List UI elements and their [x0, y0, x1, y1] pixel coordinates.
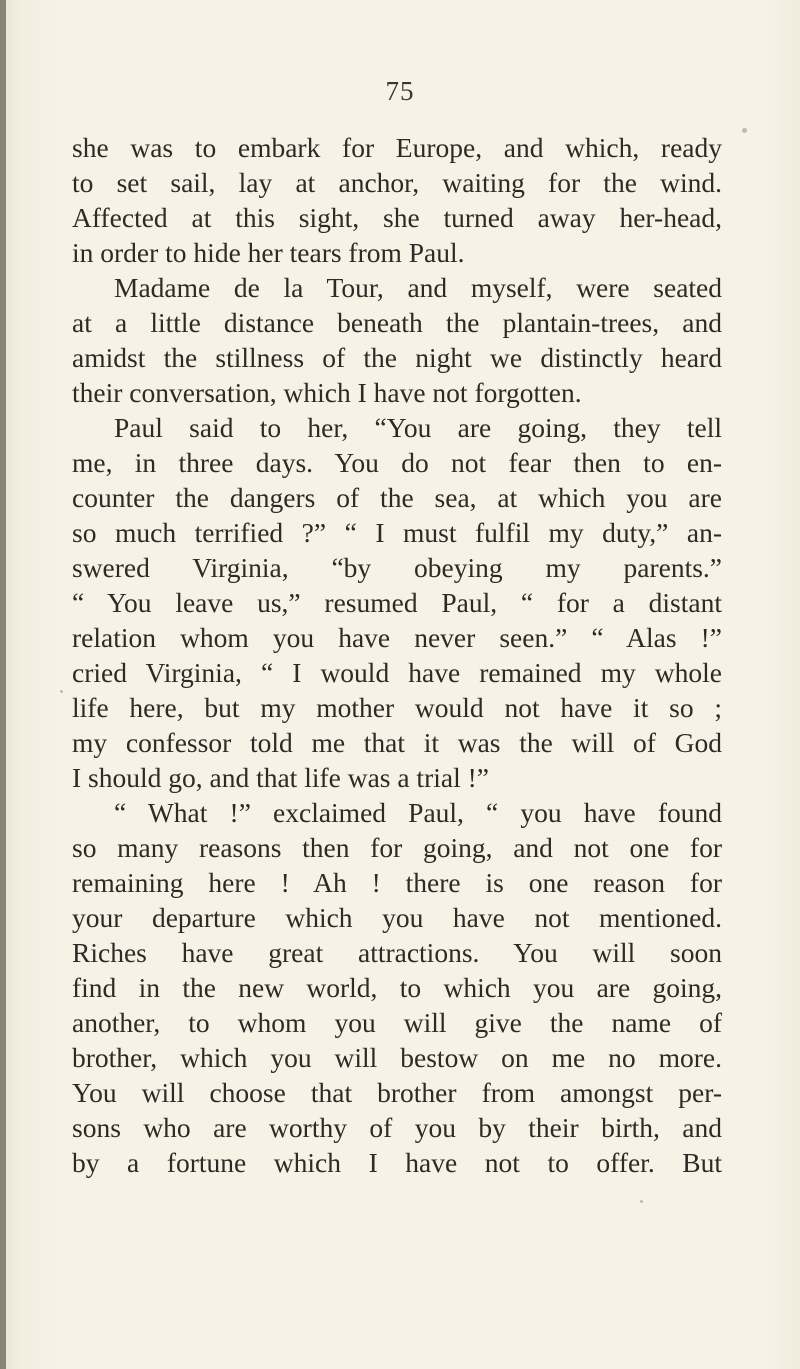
text-line: she was to embark for Europe, and which, ready	[72, 132, 722, 163]
text-line: remaining here ! Ah ! there is one reason for	[72, 867, 722, 898]
paper-speck	[742, 128, 747, 133]
text-line: “ You leave us,” resumed Paul, “ for a distant	[72, 587, 722, 618]
text-line: by a fortune which I have not to offer. But	[72, 1147, 722, 1178]
page-number: 75	[385, 76, 415, 106]
text-line: “ What !” exclaimed Paul, “ you have found	[114, 797, 722, 828]
text-line: sons who are worthy of you by their birth, and	[72, 1112, 722, 1143]
text-line: amidst the stillness of the night we distinctly heard	[72, 342, 722, 373]
text-line: swered Virginia, “by obeying my parents.”	[72, 552, 722, 583]
text-line: another, to whom you will give the name of	[72, 1007, 722, 1038]
text-line: my confessor told me that it was the will of God	[72, 727, 722, 758]
text-line: so many reasons then for going, and not one for	[72, 832, 722, 863]
text-line: find in the new world, to which you are going,	[72, 972, 722, 1003]
text-line: counter the dangers of the sea, at which you are	[72, 482, 722, 513]
text-line: Madame de la Tour, and myself, were seated	[114, 272, 722, 303]
text-line: Riches have great attractions. You will soon	[72, 937, 722, 968]
binding-edge	[0, 0, 6, 1369]
text-line: so much terrified ?” “ I must fulfil my duty,” an-	[72, 517, 722, 548]
text-line: Affected at this sight, she turned away her-head,	[72, 202, 722, 233]
text-line: You will choose that brother from amongst per-	[72, 1077, 722, 1108]
text-line: I should go, and that life was a trial !”	[72, 762, 489, 793]
text-line: to set sail, lay at anchor, waiting for the wind.	[72, 167, 722, 198]
text-line: your departure which you have not mentioned.	[72, 902, 722, 933]
paper-speck	[60, 690, 63, 693]
text-line: in order to hide her tears from Paul.	[72, 237, 465, 268]
text-line: brother, which you will bestow on me no more.	[72, 1042, 722, 1073]
paper-speck	[640, 1200, 643, 1203]
text-line: Paul said to her, “You are going, they tell	[114, 412, 722, 443]
text-line: their conversation, which I have not forgotten.	[72, 377, 582, 408]
text-line: relation whom you have never seen.” “ Alas !”	[72, 622, 722, 653]
text-line: cried Virginia, “ I would have remained my whole	[72, 657, 722, 688]
text-line: life here, but my mother would not have it so ;	[72, 692, 722, 723]
body-text	[72, 130, 722, 1180]
text-line: me, in three days. You do not fear then to en-	[72, 447, 722, 478]
text-line: at a little distance beneath the plantain-trees, and	[72, 307, 722, 338]
